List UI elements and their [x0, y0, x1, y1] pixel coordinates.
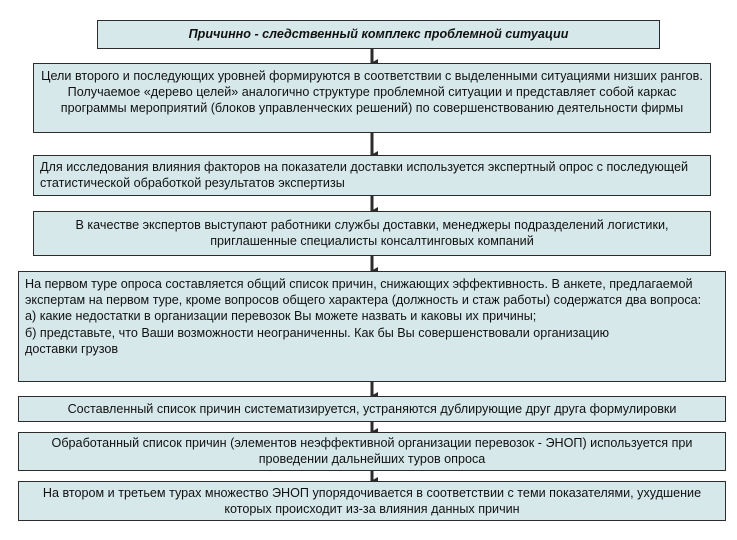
step-box-3: В качестве экспертов выступают работники службы доставки, менеджеры подразделений логистики, приглашенные специалисты консалтинговых компаний [33, 211, 711, 256]
step-box-2: Для исследования влияния факторов на показатели доставки используется экспертный опрос с последующей статистической обработкой результатов экспертизы [33, 155, 711, 196]
step-box-5: Составленный список причин систематизируется, устраняются дублирующие друг друга формулировки [18, 396, 726, 422]
step-box-7: На втором и третьем турах множество ЭНОП упорядочивается в соответствии с теми показателями, ухудшение которых происходит из-за влияния данных причин [18, 481, 726, 521]
step-box-4: На первом туре опроса составляется общий список причин, снижающих эффективность. В анкете, предлагаемой экспертам на первом туре, кроме вопросов общего характера (должность и стаж работы) содержатся два вопроса: а) какие недостатки в организации перевозок Вы можете назвать и каковы их причины; б) представьте, что Ваши возможности неограниченны. Как бы Вы совершенствовали организацию доставки грузов [18, 271, 726, 382]
diagram-title: Причинно - следственный комплекс проблемной ситуации [97, 20, 660, 49]
step-box-6: Обработанный список причин (элементов неэффективной организации перевозок - ЭНОП) используется при проведении дальнейших туров опроса [18, 432, 726, 471]
step-box-1: Цели второго и последующих уровней формируются в соответствии с выделенными ситуациями низших рангов. Получаемое «дерево целей» аналогично структуре проблемной ситуации и представляет собой каркас программы мероприятий (блоков управленческих решений) по совершенствованию деятельности фирмы [33, 63, 711, 133]
